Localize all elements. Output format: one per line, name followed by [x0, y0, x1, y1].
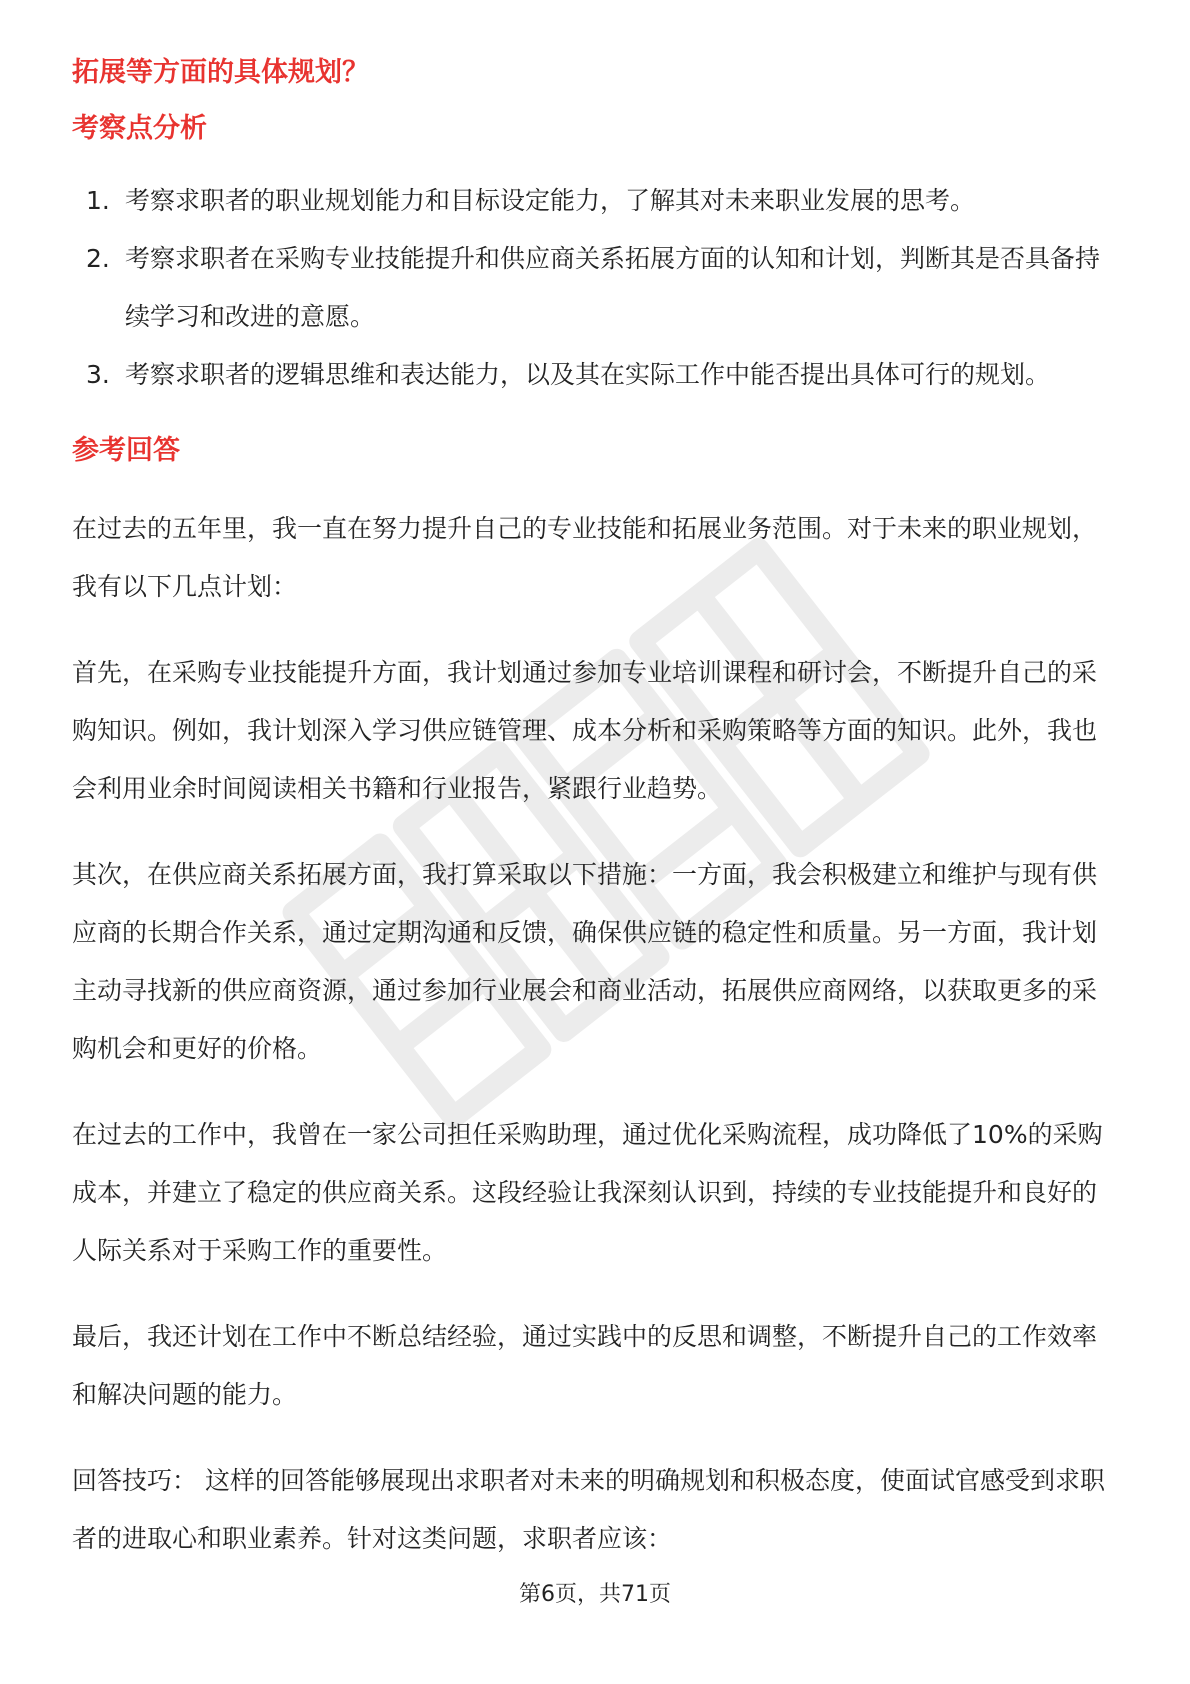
list-number: 1. — [86, 186, 110, 215]
answer-paragraph: 首先，在采购专业技能提升方面，我计划通过参加专业培训课程和研讨会，不断提升自己的采购知识。例如，我计划深入学习供应链管理、成本分析和采购策略等方面的知识。此外，我也会利用业余时间阅读相关书籍和行业报告，紧跟行业趋势。 — [72, 658, 1098, 803]
answer-paragraph: 在过去的五年里，我一直在努力提升自己的专业技能和拓展业务范围。对于未来的职业规划，我有以下几点计划： — [72, 514, 1098, 601]
analysis-point-text: 考察求职者的职业规划能力和目标设定能力，了解其对未来职业发展的思考。 — [125, 186, 976, 215]
answer-paragraph: 在过去的工作中，我曾在一家公司担任采购助理，通过优化采购流程，成功降低了10%的采购成本，并建立了稳定的供应商关系。这段经验让我深刻认识到，持续的专业技能提升和良好的人际关系对于采购工作的重要性。 — [72, 1120, 1103, 1265]
answer-tips-paragraph: 回答技巧： 这样的回答能够展现出求职者对未来的明确规划和积极态度，使面试官感受到求职者的进取心和职业素养。针对这类问题，求职者应该： — [72, 1466, 1105, 1553]
analysis-point-text: 考察求职者在采购专业技能提升和供应商关系拓展方面的认知和计划，判断其是否具备持续学习和改进的意愿。 — [125, 244, 1101, 331]
analysis-point — [72, 230, 1118, 346]
answer-heading: 参考回答 — [72, 435, 180, 466]
analysis-points-list — [72, 172, 1118, 404]
question-heading-tail: 拓展等方面的具体规划？ — [72, 57, 369, 88]
analysis-point — [72, 172, 1118, 230]
analysis-point — [72, 346, 1118, 404]
document-content — [72, 40, 1118, 1568]
list-number: 2. — [86, 244, 110, 273]
answer-paragraph: 最后，我还计划在工作中不断总结经验，通过实践中的反思和调整，不断提升自己的工作效率和解决问题的能力。 — [72, 1322, 1098, 1409]
answer-paragraph: 其次，在供应商关系拓展方面，我打算采取以下措施：一方面，我会积极建立和维护与现有供应商的长期合作关系，通过定期沟通和反馈，确保供应链的稳定性和质量。另一方面，我计划主动寻找新的供应商资源，通过参加行业展会和商业活动，拓展供应商网络，以获取更多的采购机会和更好的价格。 — [72, 860, 1098, 1063]
analysis-point-text: 考察求职者的逻辑思维和表达能力，以及其在实际工作中能否提出具体可行的规划。 — [125, 360, 1051, 389]
analysis-heading: 考察点分析 — [72, 113, 207, 144]
list-number: 3. — [86, 360, 110, 389]
page-number-footer: 第6页，共71页 — [519, 1582, 671, 1607]
